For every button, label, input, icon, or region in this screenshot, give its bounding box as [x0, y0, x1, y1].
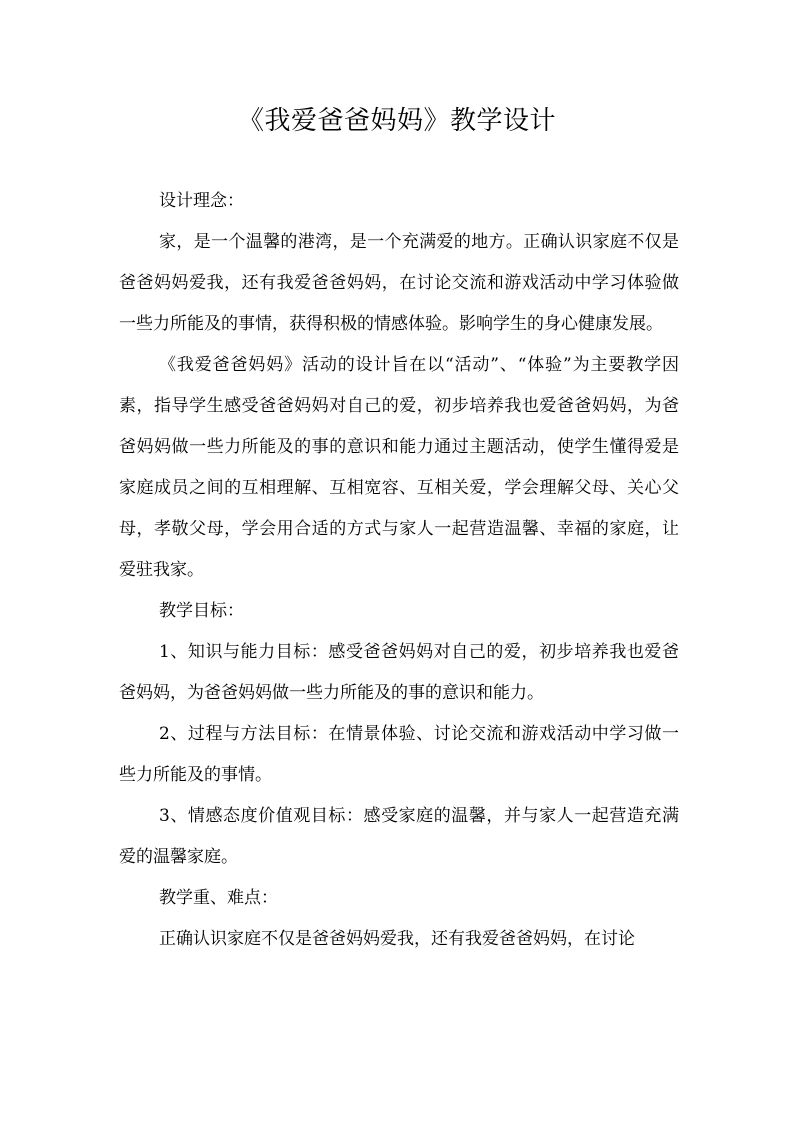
heading-design-concept: 设计理念： [159, 191, 244, 211]
goal-item: 2、过程与方法目标：在情景体验、讨论交流和游戏活动中学习做一些力所能及的事情。 [119, 724, 679, 785]
document-body [119, 181, 679, 960]
body-paragraph: 家，是一个温馨的港湾，是一个充满爱的地方。正确认识家庭不仅是爸爸妈妈爱我，还有我爱爸爸妈妈，在讨论交流和游戏活动中学习体验做一些力所能及的事情，获得积极的情感体验。影响学生的身心健康发展。 [119, 232, 679, 334]
body-paragraph: 正确认识家庭不仅是爸爸妈妈爱我，还有我爱爸爸妈妈，在讨论 [159, 929, 635, 949]
goal-item: 1、知识与能力目标：感受爸爸妈妈对自己的爱，初步培养我也爱爸爸妈妈，为爸爸妈妈做一些力所能及的事的意识和能力。 [119, 642, 679, 703]
body-paragraph: 《我爱爸爸妈妈》活动的设计旨在以“活动”、“体验”为主要教学因素，指导学生感受爸爸妈妈对自己的爱，初步培养我也爱爸爸妈妈，为爸爸妈妈做一些力所能及的事的意识和能力通过主题活动，使学生懂得爱是家庭成员之间的互相理解、互相宽容、互相关爱，学会理解父母、关心父母，孝敬父母，学会用合适的方式与家人一起营造温馨、幸福的家庭，让爱驻我家。 [119, 355, 679, 580]
heading-key-points: 教学重、难点： [159, 888, 278, 908]
heading-teaching-goals: 教学目标： [159, 601, 244, 621]
goal-item: 3、情感态度价值观目标：感受家庭的温馨，并与家人一起营造充满爱的温馨家庭。 [119, 806, 679, 867]
document-title: 《我爱爸爸妈妈》教学设计 [237, 106, 556, 136]
